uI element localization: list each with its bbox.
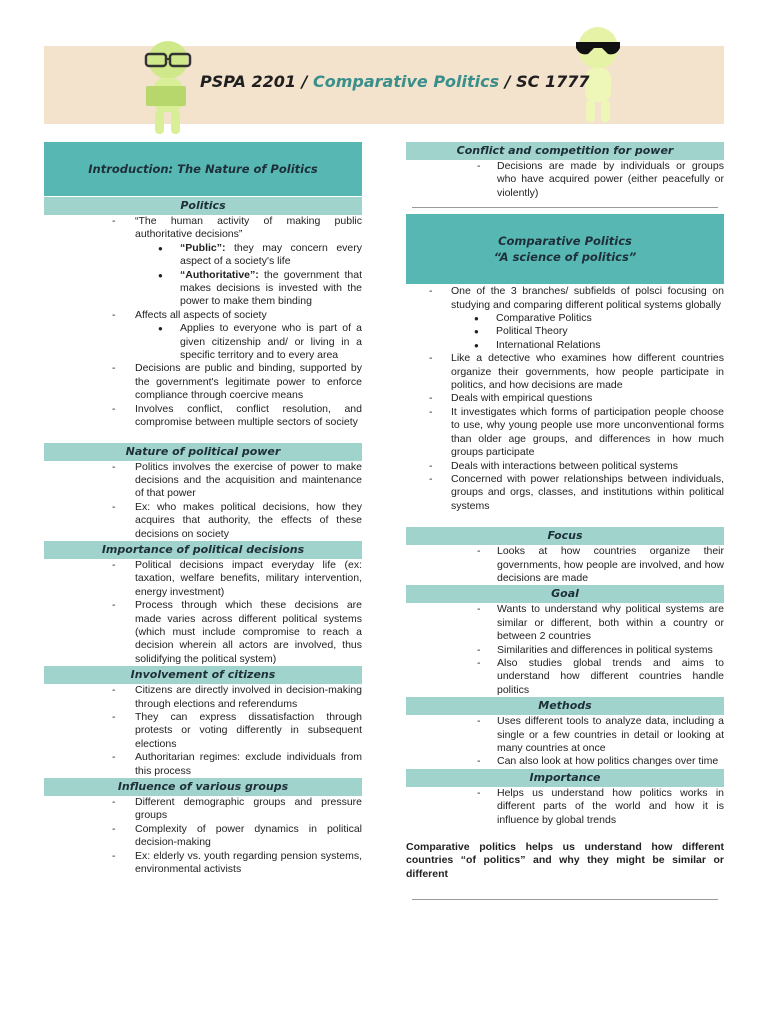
list-item: - Decisions are public and binding, supported by the government's legitimate power to enforce compliance through coercive means [44,362,362,402]
power-list [44,461,362,541]
methods-list [406,715,724,769]
list-item: - Concerned with power relationships between individuals, groups and orgs, classes, and institutions within political systems [406,473,724,513]
groups-list [44,796,362,876]
divider [412,899,718,900]
section-importance-heading: Importance [406,769,724,787]
list-item: - Uses different tools to analyze data, including a single or a few countries in detail or looking at many countries at once [406,715,724,755]
focus-list [406,545,724,585]
list-item: - Affects all aspects of society ● Applies to everyone who is part of a given citizenship and/ or living in a specific territory and to every area [44,309,362,363]
course-title [200,72,590,91]
list-item: ● Comparative Politics [451,312,724,325]
list-item: - Authoritarian regimes: exclude individuals from this process [44,751,362,778]
list-item: - It investigates which forms of participation people choose to use, why young people use more unconventional forms than older age groups, and differences in how much groups participate [406,406,724,460]
citizens-list [44,684,362,778]
title-separator: / [504,72,511,91]
list-item: - Decisions are made by individuals or groups who have acquired power (either peacefully or violently) [406,160,724,200]
title-separator: / [301,72,308,91]
course-name: Comparative Politics [313,72,500,91]
right-column [406,142,724,900]
list-item: - Deals with interactions between political systems [406,460,724,473]
course-code: PSPA 2201 [200,72,296,91]
list-item: ● Applies to everyone who is part of a given citizenship and/ or living in a specific territory and to every area [135,322,362,362]
list-item: - Similarities and differences in political systems [406,644,724,657]
list-item: - Ex: who makes political decisions, how they acquires that authority, the effects of these decisions on society [44,501,362,541]
list-item: - Wants to understand why political systems are similar or different, both within a country or between 2 countries [406,603,724,643]
list-item: - They can express dissatisfaction through protests or voting differently in subsequent elections [44,711,362,751]
comparative-banner [406,214,724,284]
conclusion-text: Comparative politics helps us understand how different countries “of politics” and why they might be similar or different [406,841,724,880]
banner-line: Comparative Politics [498,234,632,249]
list-item: - Also studies global trends and aims to understand how different countries handle politics [406,657,724,697]
list-item: - Helps us understand how politics works in different parts of the world and how it is influence by global trends [406,787,724,827]
list-item: - Politics involves the exercise of power to make decisions and the acquisition and maintenance of that power [44,461,362,501]
list-item: ● Political Theory [451,325,724,338]
branches-list [451,312,724,352]
list-item: - Deals with empirical questions [406,392,724,405]
section-groups-heading: Influence of various groups [44,778,362,796]
comparative-list [406,285,724,513]
importance-list [406,787,724,827]
section-importance-heading: Importance of political decisions [44,541,362,559]
list-item: - Political decisions impact everyday life (ex: taxation, welfare benefits, military intervention, energy investment) [44,559,362,599]
list-item: - Ex: elderly vs. youth regarding pension systems, environmental activists [44,850,362,877]
list-item: - Complexity of power dynamics in political decision-making [44,823,362,850]
banner-line: “A science of politics” [493,250,637,265]
list-item: - “The human activity of making public authoritative decisions” ● “Public”: they may concern every aspect of a society's life ● “Authoritative”: the government that makes decisions is invested with the power to make them binding [44,215,362,309]
sub-list [135,322,362,362]
section-code: SC 1777 [516,72,590,91]
list-item: - One of the 3 branches/ subfields of polsci focusing on studying and comparing different political systems globally ● Comparative Politics ● Political Theory ● International Relations [406,285,724,352]
importance-list [44,559,362,666]
section-citizens-heading: Involvement of citizens [44,666,362,684]
section-power-heading: Nature of political power [44,443,362,461]
list-item: - Process through which these decisions are made varies across different political systems (which must include compromise to reach a decision wherein all actors are involved, thus solidifying the political system) [44,599,362,666]
left-column [44,142,362,876]
list-item: - Different demographic groups and pressure groups [44,796,362,823]
goal-list [406,603,724,697]
politics-list [44,215,362,430]
section-methods-heading: Methods [406,697,724,715]
sub-list [135,242,362,309]
list-item: - Looks at how countries organize their governments, how people are involved, and how decisions are made [406,545,724,585]
section-politics-heading: Politics [44,197,362,215]
section-conflict-heading: Conflict and competition for power [406,142,724,160]
list-item: - Like a detective who examines how different countries organize their governments, how people participate in politics, and how decisions are made [406,352,724,392]
list-item: - Citizens are directly involved in decision-making through elections and referendums [44,684,362,711]
list-item: ● “Authoritative”: the government that makes decisions is invested with the power to make them binding [135,269,362,309]
list-item: - Involves conflict, conflict resolution, and compromise between multiple sectors of society [44,403,362,430]
section-focus-heading: Focus [406,527,724,545]
list-item: - Can also look at how politics changes over time [406,755,724,768]
list-item: ● International Relations [451,339,724,352]
list-item: ● “Public”: they may concern every aspect of a society's life [135,242,362,269]
figure-with-glasses-icon [140,40,196,140]
divider [412,207,718,208]
section-goal-heading: Goal [406,585,724,603]
conflict-list [406,160,724,200]
intro-banner: Introduction: The Nature of Politics [44,142,362,196]
